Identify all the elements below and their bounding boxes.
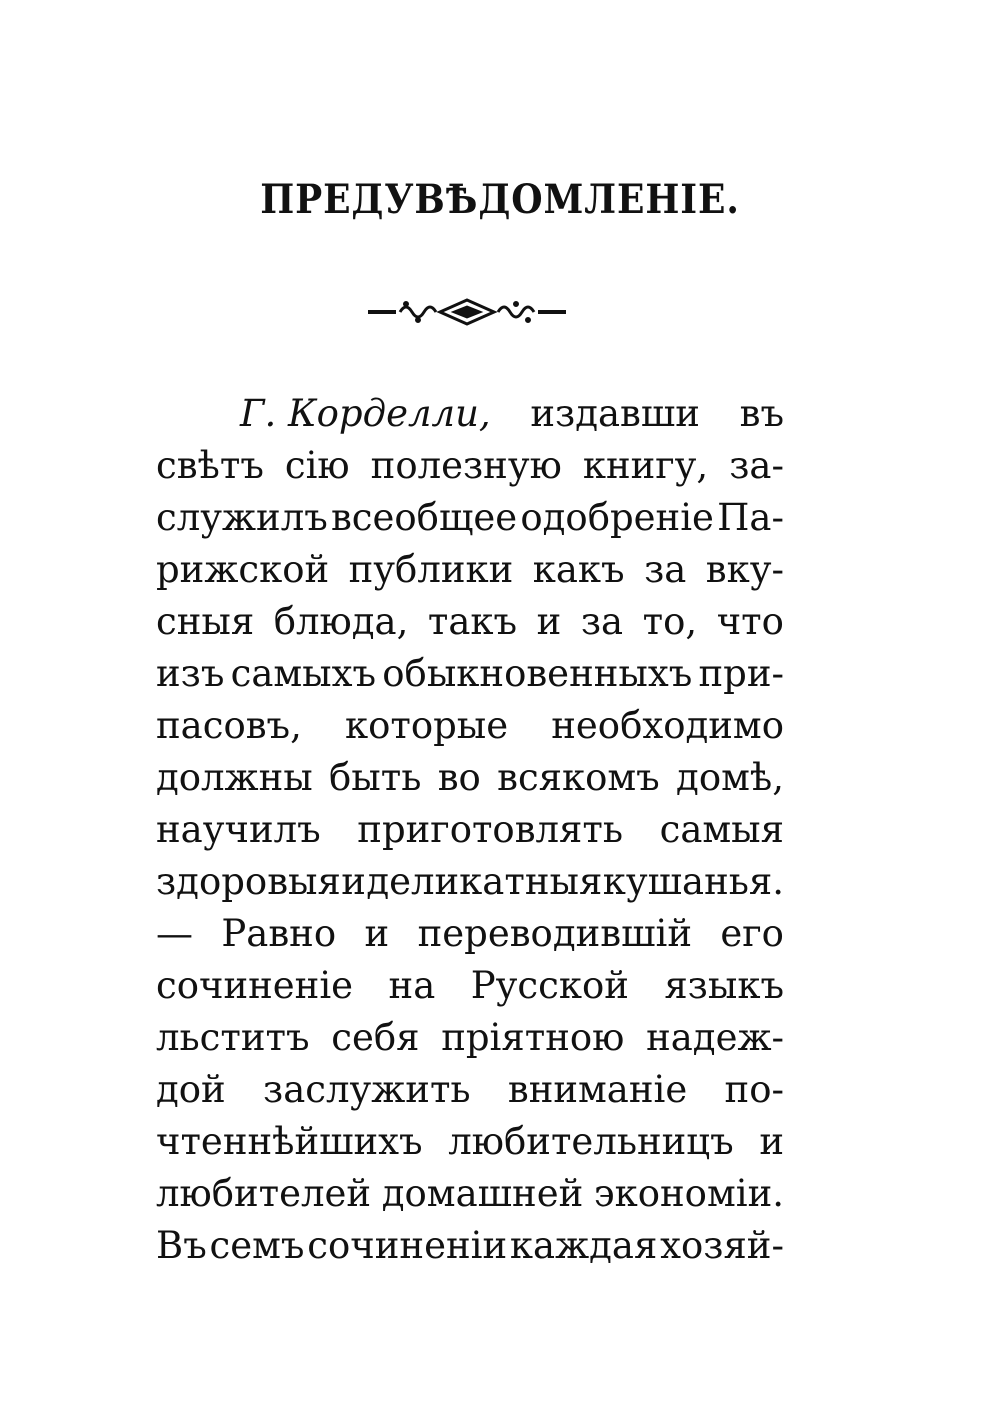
word: быть bbox=[329, 756, 422, 799]
text-line bbox=[156, 1012, 784, 1064]
word: служилъ bbox=[156, 496, 328, 539]
word: каждая bbox=[509, 1224, 658, 1267]
word: въ bbox=[739, 392, 784, 435]
word: языкъ bbox=[664, 964, 784, 1007]
word: полезную bbox=[370, 444, 562, 487]
word: семъ bbox=[209, 1224, 305, 1267]
word: самыхъ bbox=[230, 652, 377, 695]
word: одобреніе bbox=[520, 496, 714, 539]
word: переводившій bbox=[417, 912, 692, 955]
word: домашней bbox=[381, 1172, 584, 1215]
word: сочиненіе bbox=[156, 964, 354, 1007]
word: Въ bbox=[156, 1224, 207, 1267]
text-line bbox=[156, 440, 784, 492]
word: всеобщее bbox=[330, 496, 518, 539]
word: льститъ bbox=[156, 1016, 310, 1059]
word: себя bbox=[331, 1016, 420, 1059]
word: пріятною bbox=[441, 1016, 625, 1059]
word: что bbox=[716, 600, 784, 643]
word: блюда, bbox=[273, 600, 409, 643]
word: на bbox=[388, 964, 436, 1007]
word: всякомъ bbox=[497, 756, 660, 799]
body-paragraph bbox=[156, 388, 784, 1272]
word: и bbox=[341, 860, 366, 903]
word: то, bbox=[642, 600, 698, 643]
word: пасовъ, bbox=[156, 704, 302, 747]
word: хозяй- bbox=[660, 1224, 784, 1267]
word: приготовлять bbox=[357, 808, 623, 851]
text-line bbox=[156, 908, 784, 960]
text-line bbox=[156, 1116, 784, 1168]
word: сныя bbox=[156, 600, 255, 643]
word: за- bbox=[729, 444, 784, 487]
word: необходимо bbox=[551, 704, 784, 747]
word: во bbox=[437, 756, 481, 799]
text-line bbox=[156, 544, 784, 596]
word: по- bbox=[724, 1068, 784, 1111]
word: за bbox=[644, 548, 687, 591]
text-line bbox=[156, 596, 784, 648]
text-line bbox=[156, 1064, 784, 1116]
word: надеж- bbox=[646, 1016, 784, 1059]
word: такъ bbox=[427, 600, 518, 643]
word: книгу, bbox=[582, 444, 709, 487]
word: Па- bbox=[717, 496, 784, 539]
word: вку- bbox=[705, 548, 784, 591]
text-line bbox=[156, 1220, 784, 1272]
word: при- bbox=[698, 652, 784, 695]
word: самыя bbox=[659, 808, 784, 851]
word: научилъ bbox=[156, 808, 321, 851]
word: за bbox=[580, 600, 624, 643]
word: чтеннѣйшихъ bbox=[156, 1120, 423, 1163]
word: и bbox=[759, 1120, 784, 1163]
word: изъ bbox=[156, 652, 225, 695]
word: должны bbox=[156, 756, 313, 799]
word: публики bbox=[348, 548, 514, 591]
word: любительницъ bbox=[448, 1120, 734, 1163]
word: какъ bbox=[532, 548, 625, 591]
word: — bbox=[156, 912, 193, 955]
text-line bbox=[156, 648, 784, 700]
word: и bbox=[364, 912, 390, 955]
word: Русской bbox=[470, 964, 629, 1007]
word: домѣ, bbox=[676, 756, 784, 799]
word: экономіи. bbox=[593, 1172, 784, 1215]
word: и bbox=[536, 600, 562, 643]
word: обыкновенныхъ bbox=[382, 652, 693, 695]
word: Равно bbox=[221, 912, 337, 955]
word: издавши bbox=[530, 392, 700, 435]
text-line bbox=[156, 388, 784, 440]
text-line bbox=[156, 804, 784, 856]
word: деликатныя bbox=[366, 860, 603, 903]
word: заслужить bbox=[263, 1068, 471, 1111]
text-line bbox=[156, 700, 784, 752]
text-line bbox=[156, 752, 784, 804]
text-line bbox=[156, 960, 784, 1012]
text-line bbox=[156, 492, 784, 544]
word: свѣтъ bbox=[156, 444, 264, 487]
word: которые bbox=[344, 704, 509, 747]
word: вниманіе bbox=[507, 1068, 688, 1111]
page-title: ПРЕДУВѢДОМЛЕНІЕ. bbox=[260, 176, 740, 223]
word: здоровыя bbox=[156, 860, 341, 903]
ornament-divider-icon bbox=[368, 295, 566, 329]
text-line bbox=[156, 1168, 784, 1220]
text-line bbox=[156, 856, 784, 908]
word: Г. Корделли, bbox=[240, 392, 491, 435]
word: его bbox=[720, 912, 784, 955]
word: кушанья. bbox=[602, 860, 784, 903]
word: дой bbox=[156, 1068, 226, 1111]
word: сочиненіи bbox=[307, 1224, 508, 1267]
word: рижской bbox=[156, 548, 330, 591]
word: сію bbox=[284, 444, 350, 487]
word: любителей bbox=[156, 1172, 372, 1215]
